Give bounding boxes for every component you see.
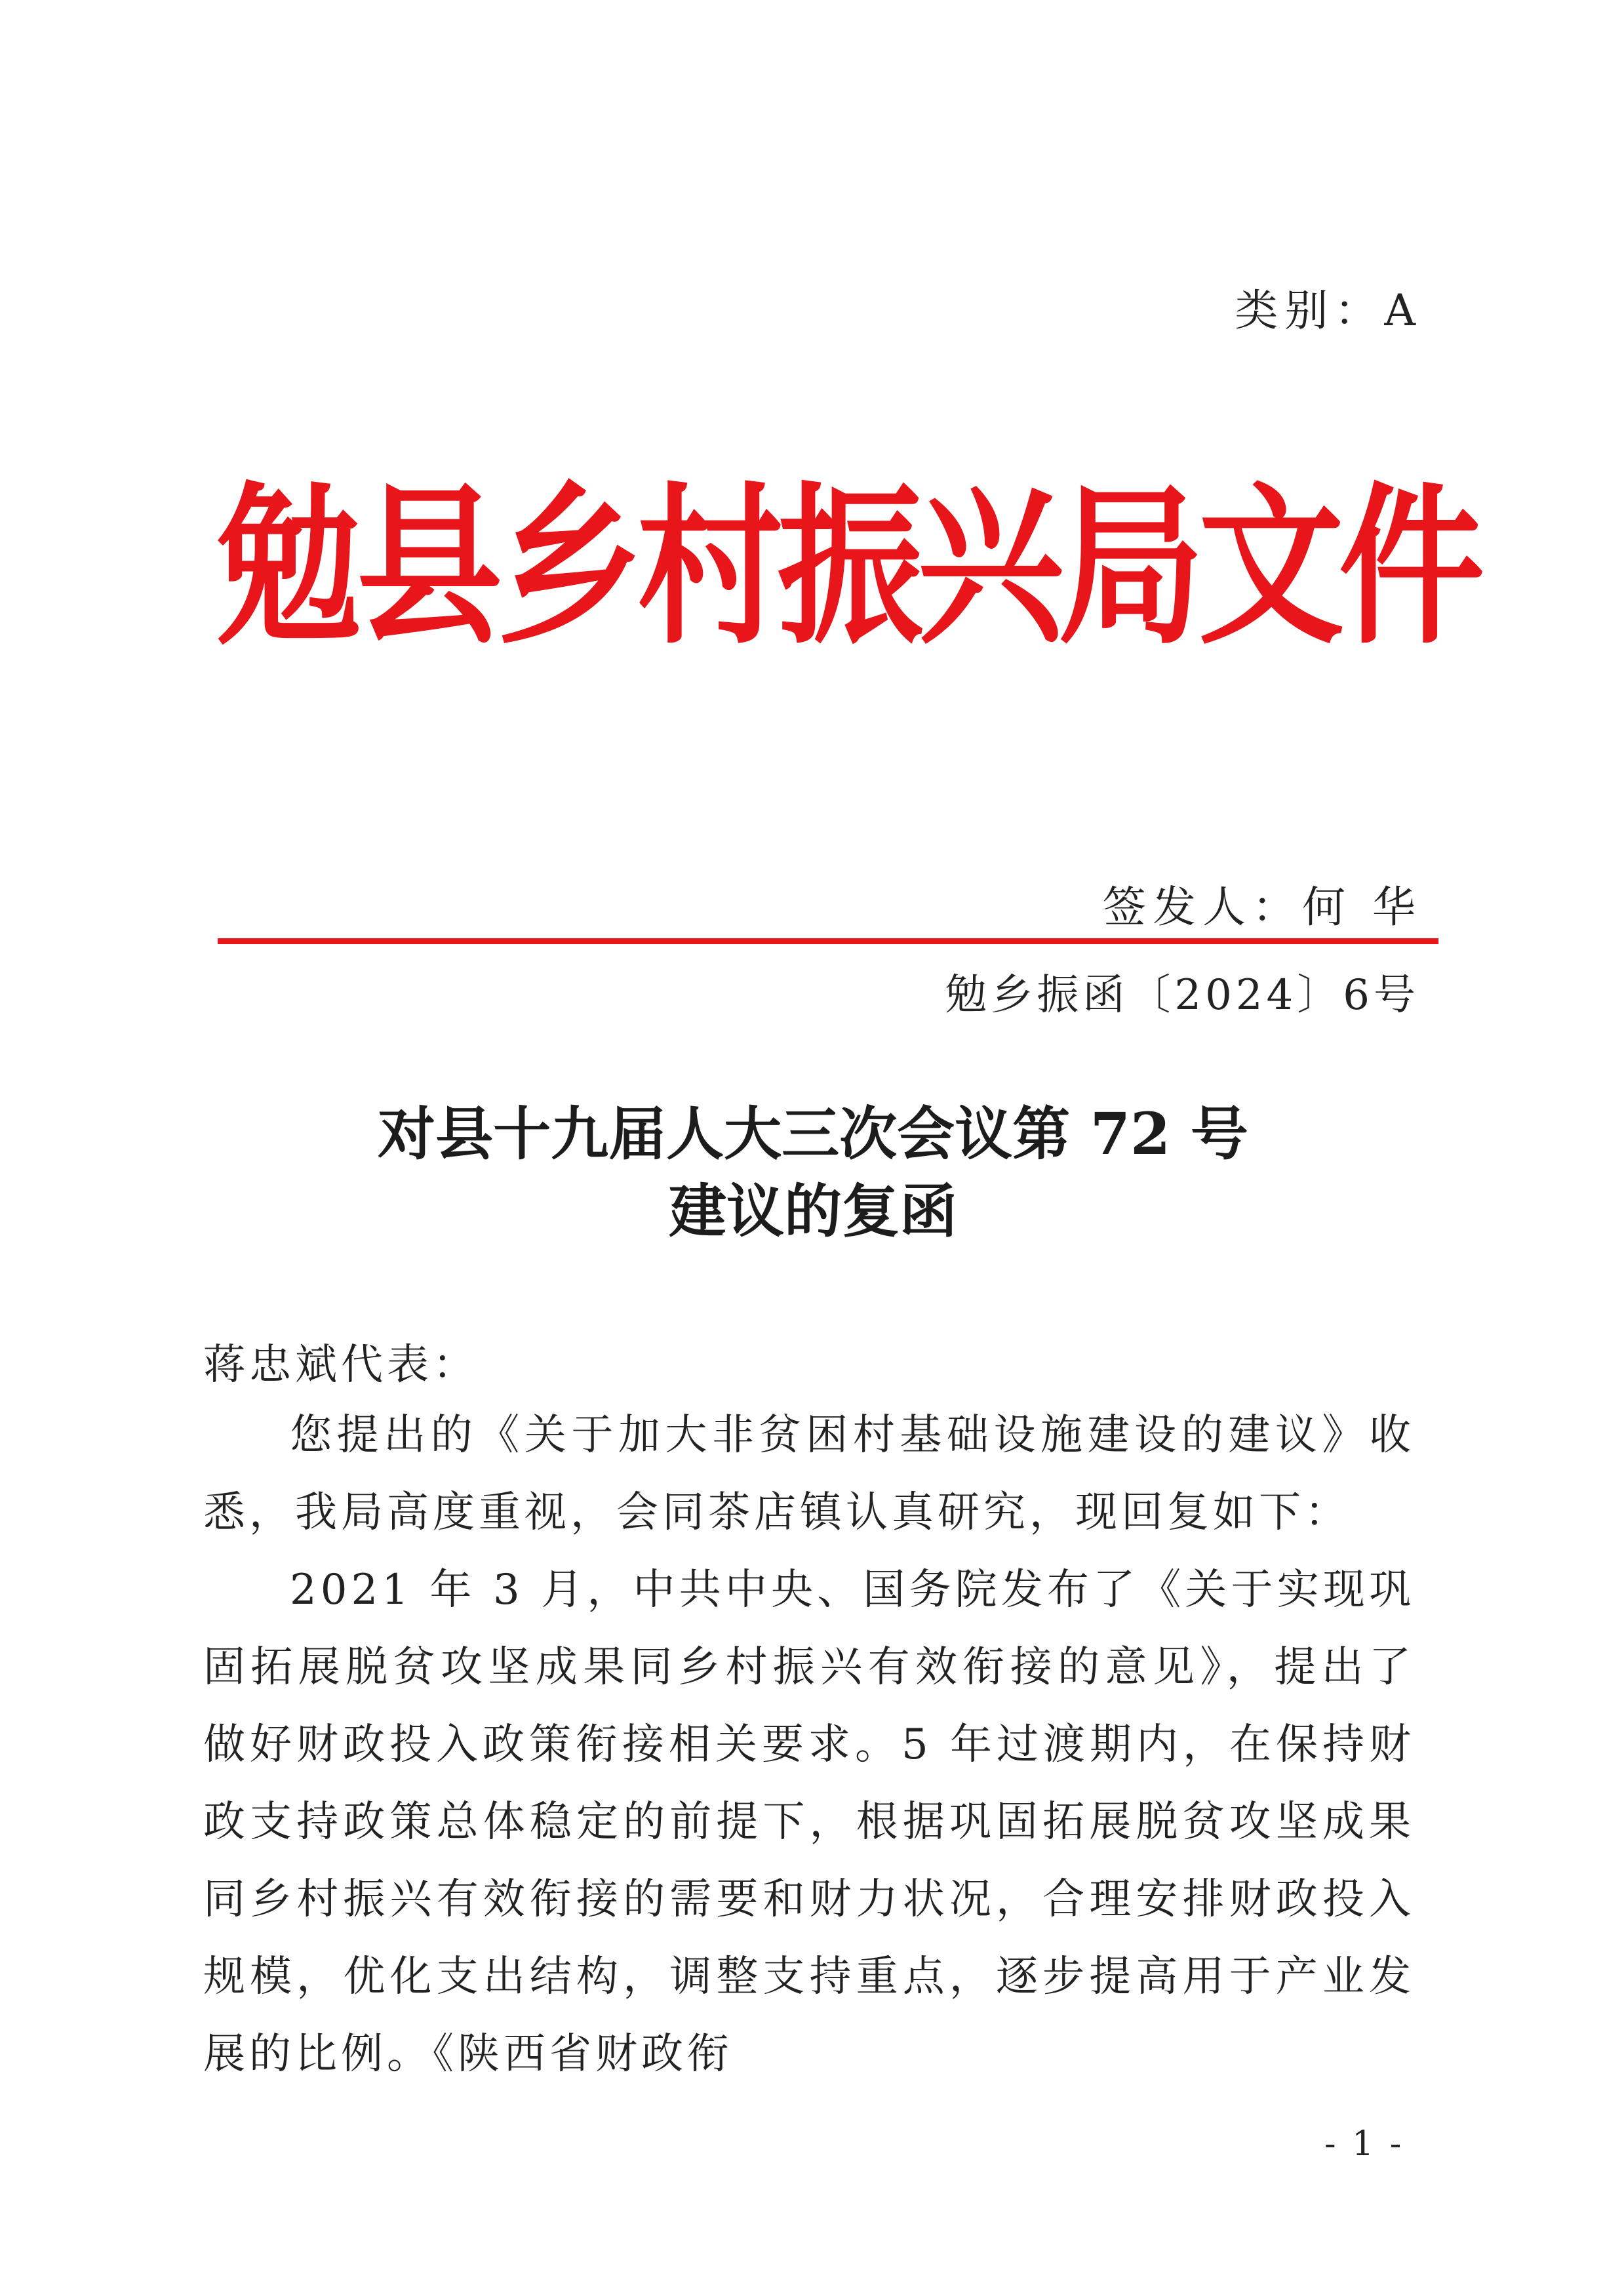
salutation: 蒋忠斌代表： [203,1341,479,1389]
page-number: - 1 - [1324,2124,1404,2164]
document-body [203,1397,1415,2093]
body-paragraph: 2021 年 3 月，中共中央、国务院发布了《关于实现巩固拓展脱贫攻坚成果同乡村振兴有效衔接的意见》，提出了做好财政投入政策衔接相关要求。5 年过渡期内，在保持财政支持政策总体稳定的前提下，根据巩固拓展脱贫攻坚成果同乡村振兴有效衔接的需要和财力状况，合理安排财政投入规模，优化支出结构，调整支持重点，逐步提高用于产业发展的比例。《陕西省财政衔 [203,1566,1415,2078]
document-title [216,1095,1410,1250]
issuer-header-title: 勉县乡村振兴局文件 [216,466,1479,668]
document-title-line-2: 建议的复函 [668,1177,957,1245]
header-red-divider [218,938,1438,944]
signer-line: 签发人：何 华 [1103,882,1422,932]
document-number: 勉乡振函〔2024〕6号 [945,971,1419,1020]
document-category: 类别：A [1235,285,1422,336]
document-title-line-1: 对县十九届人大三次会议第 72 号 [378,1100,1248,1168]
body-paragraph: 您提出的《关于加大非贫困村基础设施建设的建议》收悉，我局高度重视，会同茶店镇认真研究，现回复如下： [203,1411,1415,1537]
